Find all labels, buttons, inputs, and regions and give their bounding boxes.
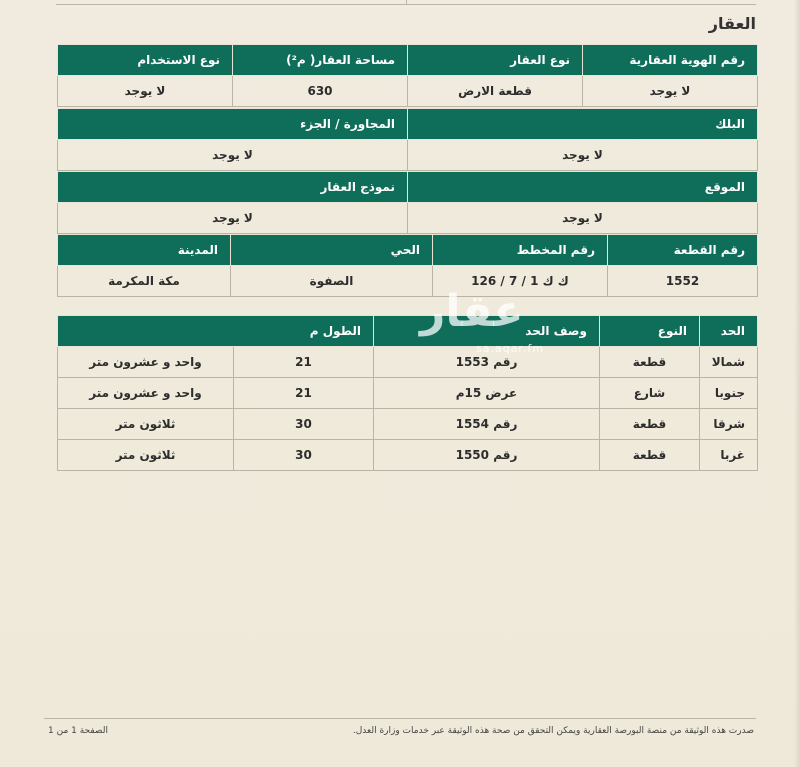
- footer-divider: [44, 718, 756, 719]
- value-property-area: 630: [233, 76, 408, 107]
- block-info-table: [57, 108, 758, 171]
- value-property-model: لا يوجد: [58, 203, 408, 234]
- header-block: البلك: [408, 109, 758, 140]
- value-plan-number: ك ك 1 / 7 / 126: [433, 266, 608, 297]
- cell-length-text: ثلاثون متر: [58, 409, 234, 440]
- cell-length-text: ثلاثون متر: [58, 440, 234, 471]
- header-property-model: نموذج العقار: [58, 172, 408, 203]
- top-divider-tick: [406, 0, 407, 5]
- value-district: الصفوة: [231, 266, 433, 297]
- table-header-row: [58, 316, 758, 347]
- cell-type: شارع: [600, 378, 700, 409]
- cell-length: 21: [234, 378, 374, 409]
- value-property-id: لا يوجد: [583, 76, 758, 107]
- table-header-row: [58, 235, 758, 266]
- cell-description: عرض 15م: [374, 378, 600, 409]
- value-neighborhood-part: لا يوجد: [58, 140, 408, 171]
- header-city: المدينة: [58, 235, 231, 266]
- value-property-type: قطعة الارض: [408, 76, 583, 107]
- header-property-type: نوع العقار: [408, 45, 583, 76]
- cell-side: شمالا: [700, 347, 758, 378]
- aqar-watermark-logo: عقار: [420, 286, 524, 337]
- table-row: [58, 76, 758, 107]
- value-plot-number: 1552: [608, 266, 758, 297]
- footer-note: صدرت هذه الوثيقة من منصة البورصة العقارية ويمكن التحقق من صحة هذه الوثيقة عبر خدمات وزارة العدل.: [352, 726, 754, 736]
- cell-description: رقم 1550: [374, 440, 600, 471]
- table-header-row: [58, 109, 758, 140]
- header-usage-type: نوع الاستخدام: [58, 45, 233, 76]
- value-location: لا يوجد: [408, 203, 758, 234]
- header-boundary-type: النوع: [600, 316, 700, 347]
- section-title: العقار: [708, 14, 756, 33]
- value-block: لا يوجد: [408, 140, 758, 171]
- header-property-area: مساحة العقار( م²): [233, 45, 408, 76]
- cell-description: رقم 1553: [374, 347, 600, 378]
- cell-description: رقم 1554: [374, 409, 600, 440]
- plot-info-table: [57, 234, 758, 297]
- table-header-row: [58, 172, 758, 203]
- page-number: الصفحة 1 من 1: [48, 726, 108, 736]
- table-row: [58, 440, 758, 471]
- property-info-table: [57, 44, 758, 107]
- cell-length: 30: [234, 409, 374, 440]
- header-property-id: رقم الهوية العقارية: [583, 45, 758, 76]
- header-boundary-side: الحد: [700, 316, 758, 347]
- value-city: مكة المكرمة: [58, 266, 231, 297]
- page-edge-shadow: [794, 0, 800, 767]
- header-plan-number: رقم المخطط: [433, 235, 608, 266]
- cell-length-text: واحد و عشرون متر: [58, 347, 234, 378]
- boundaries-table: [57, 315, 758, 471]
- aqar-watermark-url: sa.aqar.fm: [476, 342, 545, 355]
- cell-type: قطعة: [600, 409, 700, 440]
- cell-length: 30: [234, 440, 374, 471]
- value-usage-type: لا يوجد: [58, 76, 233, 107]
- cell-side: جنوبا: [700, 378, 758, 409]
- header-district: الحي: [231, 235, 433, 266]
- header-plot-number: رقم القطعة: [608, 235, 758, 266]
- cell-length: 21: [234, 347, 374, 378]
- table-row: [58, 409, 758, 440]
- table-header-row: [58, 45, 758, 76]
- cell-side: شرقا: [700, 409, 758, 440]
- cell-type: قطعة: [600, 440, 700, 471]
- table-row: [58, 203, 758, 234]
- cell-side: غربا: [700, 440, 758, 471]
- header-location: الموقع: [408, 172, 758, 203]
- header-boundary-length: الطول م: [58, 316, 374, 347]
- table-row: [58, 140, 758, 171]
- table-row: [58, 347, 758, 378]
- cell-type: قطعة: [600, 347, 700, 378]
- cell-length-text: واحد و عشرون متر: [58, 378, 234, 409]
- header-boundary-description: وصف الحد: [374, 316, 600, 347]
- location-info-table: [57, 171, 758, 234]
- header-neighborhood-part: المجاورة / الجزء: [58, 109, 408, 140]
- table-row: [58, 266, 758, 297]
- table-row: [58, 378, 758, 409]
